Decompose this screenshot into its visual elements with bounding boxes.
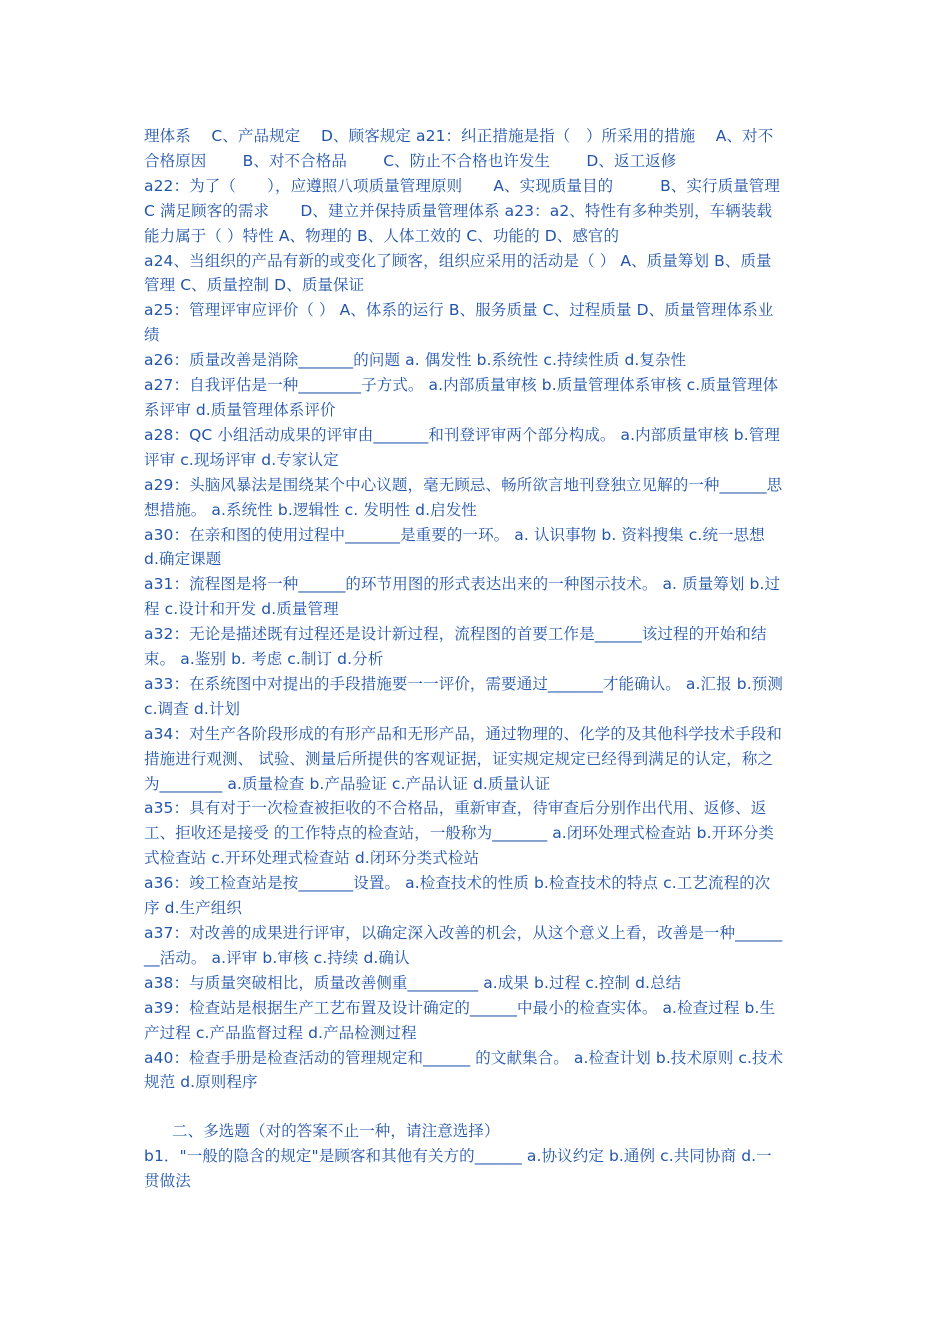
question-paragraph: a40：检查手册是检查活动的管理规定和______ 的文献集合。 a.检查计划 b.技术原则 c.技术规范 d.原则程序 [144, 1048, 784, 1092]
question-paragraph: a39：检查站是根据生产工艺布置及设计确定的______中最小的检查实体。 a.检查过程 b.生产过程 c.产品监督过程 d.产品检测过程 [144, 998, 776, 1042]
question-paragraph: a30：在亲和图的使用过程中_______是重要的一环。 a. 认识事物 b. 资料搜集 c.统一思想 d.确定课题 [144, 525, 770, 569]
question-paragraph: a32：无论是描述既有过程还是设计新过程，流程图的首要工作是______该过程的开始和结束。 a.鉴别 b. 考虑 c.制订 d.分析 [144, 625, 767, 669]
section-heading: 二、多选题（对的答案不止一种，请注意选择） [172, 1122, 500, 1141]
question-paragraph: a22：为了（ ），应遵照八项质量管理原则 A、实现质量目的 B、实行质量管理 C 满足顾客的需求 D、建立并保持质量管理体系 a23：a2、特性有多种类别，车辆装载能力属于（ ）特性 A、物理的 B、人体工效的 C、功能的 D、感官的 [144, 176, 812, 245]
question-paragraph: a36：竣工检查站是按_______设置。 a.检查技术的性质 b.检查技术的特点 c.工艺流程的次序 d.生产组织 [144, 874, 771, 918]
document-body [144, 124, 812, 1194]
question-paragraph: a33：在系统图中对提出的手段措施要一一评价，需要通过_______才能确认。 a.汇报 b.预测 c.调查 d.计划 [144, 674, 788, 718]
question-paragraph: a31：流程图是将一种______的环节用图的形式表达出来的一种图示技术。 a. 质量筹划 b.过程 c.设计和开发 d.质量管理 [144, 575, 781, 619]
question-paragraph: a25：管理评审应评价（ ） A、体系的运行 B、服务质量 C、过程质量 D、质量管理体系业绩 [144, 301, 774, 345]
question-paragraph: a37：对改善的成果进行评审，以确定深入改善的机会，从这个意义上看，改善是一种________活动。 a.评审 b.审核 c.持续 d.确认 [144, 924, 783, 967]
question-paragraph: 理体系 C、产品规定 D、顾客规定 a21：纠正措施是指（ ）所采用的措施 A、对不合格原因 B、对不合格品 C、防止不合格也许发生 D、返工返修 [144, 127, 774, 170]
question-paragraph: a27：自我评估是一种________子方式。 a.内部质量审核 b.质量管理体系审核 c.质量管理体系评审 d.质量管理体系评价 [144, 376, 779, 419]
question-paragraph: b1．"一般的隐含的规定"是顾客和其他有关方的______ a.协议约定 b.通例 c.共同协商 d.一贯做法 [144, 1147, 772, 1191]
question-paragraph: a38：与质量突破相比，质量改善侧重_________ a.成果 b.过程 c.控制 d.总结 [144, 973, 682, 992]
question-paragraph: a34：对生产各阶段形成的有形产品和无形产品，通过物理的、化学的及其他科学技术手段和措施进行观测、 试验、测量后所提供的客观证据，证实规定规定已经得到满足的认定，称之为________ a.质量检查 b.产品验证 c.产品认证 d.质量认证 [144, 724, 782, 793]
question-paragraph: a28：QC 小组活动成果的评审由_______和刊登评审两个部分构成。 a.内部质量审核 b.管理评审 c.现场评审 d.专家认定 [144, 425, 780, 469]
question-paragraph: a24、当组织的产品有新的或变化了顾客，组织应采用的活动是（ ） A、质量筹划 B、质量管理 C、质量控制 D、质量保证 [144, 251, 772, 295]
question-paragraph: a29：头脑风暴法是围绕某个中心议题，毫无顾忌、畅所欲言地刊登独立见解的一种______思想措施。 a.系统性 b.逻辑性 c. 发明性 d.启发性 [144, 475, 783, 519]
question-paragraph: a35：具有对于一次检查被拒收的不合格品，重新审查，待审查后分别作出代用、返修、返工、拒收还是接受 的工作特点的检查站，一般称为_______ a.闭环处理式检查站 b.开环分类式检查站 c.开环处理式检查站 d.闭环分类式检站 [144, 799, 775, 868]
question-paragraph: a26：质量改善是消除_______的问题 a. 偶发性 b.系统性 c.持续性质 d.复杂性 [144, 351, 687, 370]
